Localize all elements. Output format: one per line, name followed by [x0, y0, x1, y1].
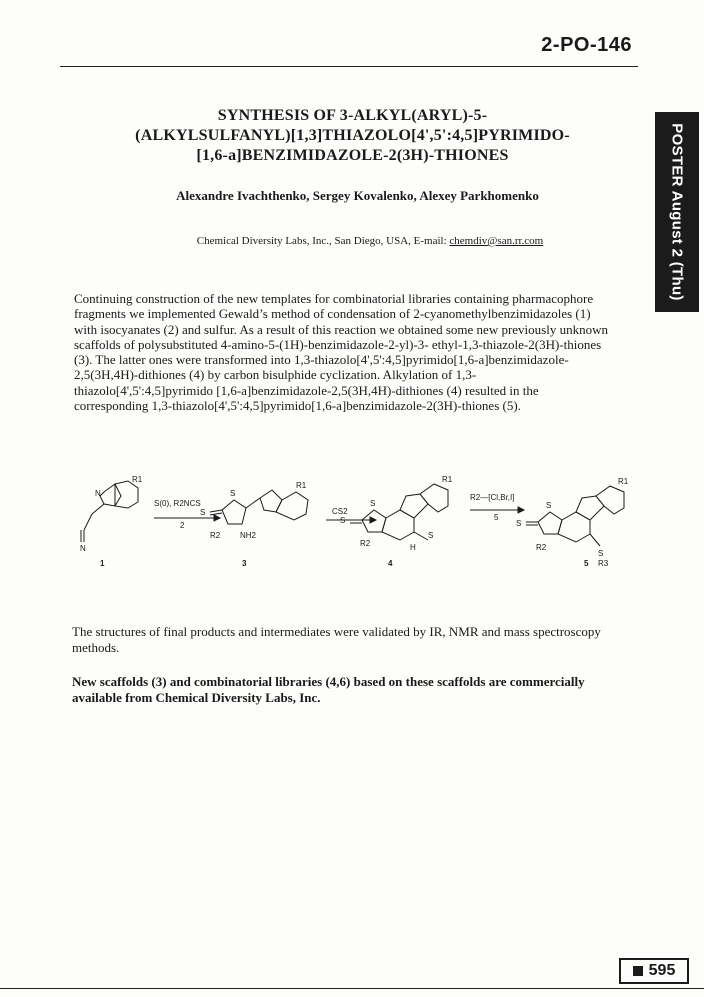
page-number: 595 — [648, 962, 676, 979]
title-line-3: [1,6-a]BENZIMIDAZOLE-2(3H)-THIONES — [196, 147, 509, 164]
black-square-icon — [633, 966, 643, 976]
label-s-c5b: S — [546, 501, 552, 510]
compound-number-4: 4 — [388, 559, 393, 568]
reagent-2-label: CS2 — [332, 507, 348, 516]
label-n-nitrile: N — [80, 544, 86, 553]
label-n-c1: N — [95, 489, 101, 498]
compound-number-1: 1 — [100, 559, 105, 568]
label-r2-c4: R2 — [360, 539, 371, 548]
abstract: Continuing construction of the new templates for combinatorial libraries containing pharmacophore fragments we implemented Gewald’s method of condensation of 2-cyanomethylbenzimidazoles (1) with isocyanates (2) and sulfur. As a result of this reaction we obtained some new previously unknown scaffolds of polysubstituted 4-amino-5-(1H)-benzimidazole-2-yl)-3- ethyl-1,3-thiazole-2(3H)-thiones (3). The latter ones were transformed into 1,3-thiazolo[4',5':4,5]pyrimido[1,6-a]benzimidazole-2,5(3H,4H)-dithiones (4) by carbon bisulphide cyclization. Alkylation of 1,3-thiazolo[4',5':4,5]pyrimido [1,6-a]benzimidazole-2,5(3H,4H)-dithiones (4) resulted in the corresponding 1,3-thiazolo[4',5':4,5]pyrimido[1,6-a]benzimidazole-2(3H)-thiones (5). — [74, 291, 608, 414]
reagent-1-label: S(0), R2NCS — [154, 499, 201, 508]
label-s-c5a: S — [516, 519, 522, 528]
footer-rule — [0, 988, 704, 989]
label-s-c5c: S — [598, 549, 604, 558]
compound-5-structure — [526, 486, 624, 546]
page-number-box — [619, 958, 689, 984]
label-r2-c5: R2 — [536, 543, 547, 552]
label-r1-c1: R1 — [132, 475, 143, 484]
label-s-c3b: S — [230, 489, 236, 498]
reaction-scheme-drawing — [70, 470, 645, 600]
poster-id: 2-PO-146 — [541, 34, 632, 56]
availability-statement: New scaffolds (3) and combinatorial libraries (4,6) based on these scaffolds are commercially available from Chemical Diversity Labs, Inc. — [72, 674, 585, 705]
label-s-c4b: S — [370, 499, 376, 508]
label-r1-c4: R1 — [442, 475, 453, 484]
label-nh2-c3: NH2 — [240, 531, 257, 540]
compound-3-structure — [210, 490, 308, 524]
affiliation — [100, 235, 640, 247]
label-r2-c3: R2 — [210, 531, 221, 540]
label-r3-c5: R3 — [598, 559, 609, 568]
reagent-3-number: 5 — [494, 513, 499, 522]
title-line-1: SYNTHESIS OF 3-ALKYL(ARYL)-5- — [217, 107, 488, 124]
label-s-c4c: S — [428, 531, 434, 540]
reagent-3-label: R2—[Cl,Br,I] — [470, 493, 515, 502]
title-line-2: (ALKYLSULFANYL)[1,3]THIAZOLO[4',5':4,5]PYRIMIDO- — [135, 127, 570, 144]
reagent-1-number: 2 — [180, 521, 185, 530]
header-rule — [60, 66, 638, 67]
closing-paragraph: The structures of final products and intermediates were validated by IR, NMR and mass spectroscopy methods. — [72, 624, 601, 655]
reaction-scheme — [70, 470, 645, 600]
label-r1-c5: R1 — [618, 477, 629, 486]
label-r1-c3: R1 — [296, 481, 307, 490]
label-h-c4: H — [410, 543, 416, 552]
paper-title — [100, 106, 605, 166]
label-s-c4a: S — [340, 516, 346, 525]
email-link[interactable]: chemdiv@san.rr.com — [449, 235, 544, 247]
affiliation-text: Chemical Diversity Labs, Inc., San Diego, USA, E-mail: — [196, 235, 450, 247]
compound-1-structure — [81, 481, 138, 542]
side-tab — [655, 112, 699, 312]
authors: Alexandre Ivachthenko, Sergey Kovalenko, Alexey Parkhomenko — [176, 188, 539, 203]
label-s-c3a: S — [200, 508, 206, 517]
compound-number-5: 5 — [584, 559, 589, 568]
side-tab-label: POSTER August 2 (Thu) — [668, 123, 686, 301]
compound-number-3: 3 — [242, 559, 247, 568]
